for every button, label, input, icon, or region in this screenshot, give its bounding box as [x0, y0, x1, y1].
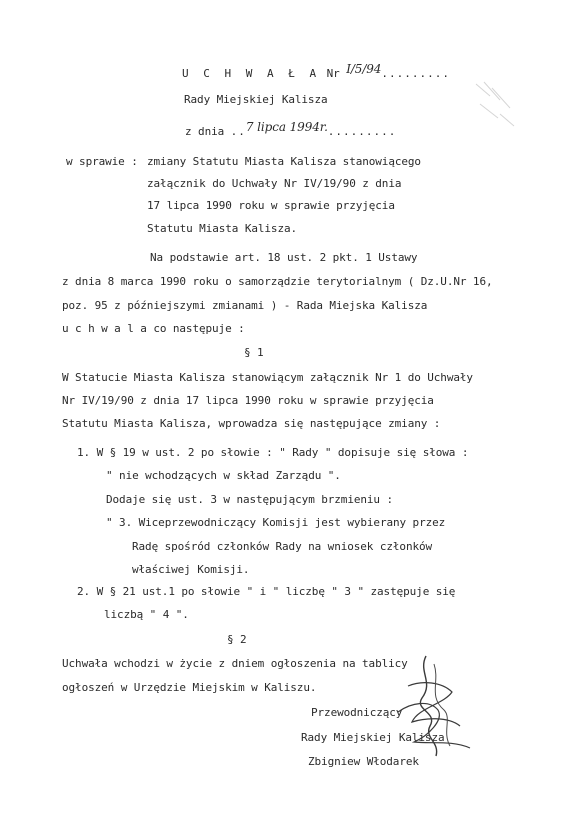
amendment-item: " nie wchodzących w skład Zarządu ". — [106, 469, 341, 482]
signatory-title: Przewodniczący — [311, 706, 403, 719]
section-2-heading: § 2 — [227, 633, 247, 646]
date-value: 7 lipca 1994r. — [245, 120, 328, 134]
section-1-heading: § 1 — [244, 346, 264, 359]
preamble-line: u c h w a l a co następuje : — [62, 322, 245, 335]
subject-line: zmiany Statutu Miasta Kalisza stanowiącego — [147, 155, 421, 168]
date-dots-before: .. — [230, 125, 246, 138]
section-1-intro: Nr IV/19/90 z dnia 17 lipca 1990 roku w sprawie przyjęcia — [62, 394, 434, 407]
handwritten-signature — [378, 652, 478, 764]
amendment-item: 2. W § 21 ust.1 po słowie " i " liczbę " 3 " zastępuje się — [77, 585, 456, 598]
preamble-line: z dnia 8 marca 1990 roku o samorządzie terytorialnym ( Dz.U.Nr 16, — [62, 275, 493, 288]
section-1-intro: W Statucie Miasta Kalisza stanowiącym załącznik Nr 1 do Uchwały — [62, 371, 473, 384]
preamble-line: Na podstawie art. 18 ust. 2 pkt. 1 Ustawy — [150, 251, 418, 264]
amendment-item: 1. W § 19 w ust. 2 po słowie : " Rady " dopisuje się słowa : — [77, 446, 469, 459]
section-1-intro: Statutu Miasta Kalisza, wprowadza się następujące zmiany : — [62, 417, 441, 430]
subject-line: 17 lipca 1990 roku w sprawie przyjęcia — [147, 199, 395, 212]
title-word: U C H W A Ł A — [182, 67, 321, 80]
amendment-item: właściwej Komisji. — [132, 563, 250, 576]
date-dots-after: ......... — [327, 125, 397, 138]
signatory-name: Zbigniew Włodarek — [308, 755, 419, 768]
amendment-item: liczbą " 4 ". — [104, 608, 189, 621]
faint-stamp-mark — [470, 74, 520, 134]
resolution-title — [182, 62, 450, 81]
preamble-line: poz. 95 z późniejszymi zmianami ) - Rada Miejska Kalisza — [62, 299, 428, 312]
section-2-text: Uchwała wchodzi w życie z dniem ogłoszenia na tablicy — [62, 657, 408, 670]
subject-label: w sprawie : — [66, 155, 138, 168]
resolution-number: I/5/94 — [346, 62, 382, 76]
resolution-date — [185, 120, 397, 139]
amendment-item: Radę spośród członków Rady na wniosek członków — [132, 540, 433, 553]
date-prefix: z dnia — [185, 125, 225, 138]
subject-line: załącznik do Uchwały Nr IV/19/90 z dnia — [147, 177, 402, 190]
issuer: Rady Miejskiej Kalisza — [184, 93, 328, 106]
amendment-item: " 3. Wiceprzewodniczący Komisji jest wybierany przez — [106, 516, 446, 529]
nr-label: Nr — [326, 67, 340, 80]
signatory-title: Rady Miejskiej Kalisza — [301, 731, 445, 744]
section-2-text: ogłoszeń w Urzędzie Miejskim w Kaliszu. — [62, 681, 317, 694]
subject-line: Statutu Miasta Kalisza. — [147, 222, 298, 235]
nr-dots: ......... — [381, 67, 450, 80]
amendment-item: Dodaje się ust. 3 w następującym brzmieniu : — [106, 493, 393, 506]
